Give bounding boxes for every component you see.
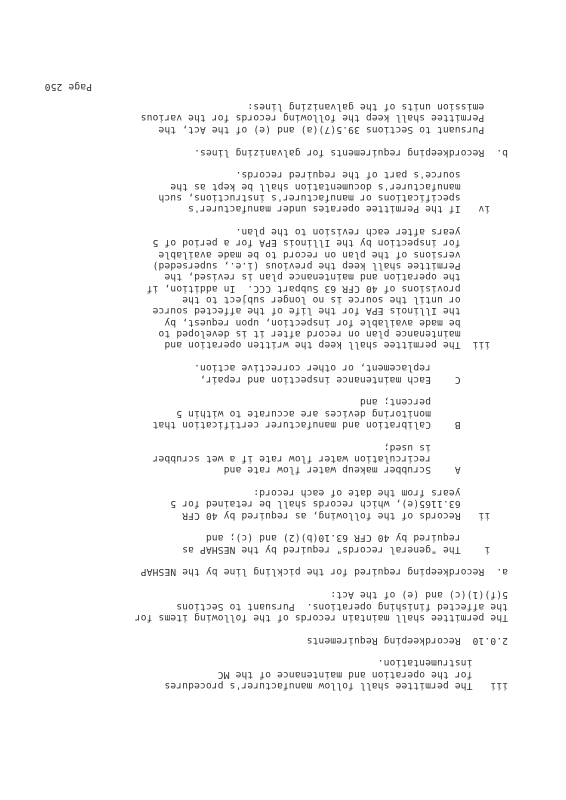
text-line: years from the date of each record: [253,487,508,499]
text-line: for the operation and maintenance of the MC [217,668,508,680]
text-line: versions of the plan on record to be made available [158,248,508,260]
text-line: 2.0.10 Recordkeeping Requirements [306,634,508,646]
text-line: or until the source is no longer subject to the [182,294,508,306]
text-line: for inspection by the Illinois EPA for a period of 5 [152,237,508,249]
text-line: iii The permittee shall keep the written operation and [164,339,508,351]
text-line: a. Recordkeeping required for the pickling line by the NESHAP [140,566,508,578]
text-line: required by 40 CFR 63.10(b)(2) and (c); and [205,532,508,544]
text-line: B Calibration and manufacturer certification that [152,418,508,430]
text-line: ii Records of the following, as required by 40 CFR [182,509,508,521]
text-line: Permittee shall keep the following records for the various [140,112,508,124]
text-line: percent; and [359,396,508,408]
text-line: Pursuant to Sections 39.5(7)(a) and (e) of the Act, the [158,123,508,135]
text-line: i The "general records" required by the NESHAP as [182,543,508,555]
text-line: C Each maintenance inspection and repair, [199,373,508,385]
text-line: specifications or manufacturer's instructions, such [158,191,508,203]
text-line: recirculation water flow rate if a wet scrubber [152,453,508,464]
text-line: maintenance plan on record after it is developed to [158,328,508,340]
text-line: is used; [383,441,508,453]
text-line: The permittee shall maintain records of the following items for [134,611,508,623]
text-line: emission units of the galvanizing lines: [247,101,508,113]
text-line: the affected finishing operations. Pursuant to Sections [176,600,508,612]
text-line: the Illinois EPA for the life of the affected source [152,305,508,317]
text-line: 63.1165(e), which records shall be retained for 5 [170,498,508,510]
text-line: instrumentation. [377,657,508,669]
text-line: A Scrubber makeup water flow rate and [223,464,508,476]
text-line: Permittee shall keep the previous (i.e., superseded) [152,260,508,272]
text-line: the operation and maintenance plan is revised, the [164,271,508,283]
text-line: b. Recordkeeping requirements for galvanizing lines. [193,146,508,158]
text-line: years after each revision to the plan. [235,226,508,237]
text-line: monitoring devices are accurate to within 5 [176,407,508,419]
text-line: iv If the Permittee operates under manufacturer's [188,203,508,215]
page-number: Page 250 [44,81,92,92]
text-line: source's part of the required records. [235,169,508,181]
text-line: 5(f)(1)(c) and (e) of the Act: [330,589,508,601]
text-line: iii The permittee shall follow manufacturer's procedures [164,680,508,691]
text-line: manufacturer's documentation shall be kept as the [170,180,508,192]
text-line: replacement, or other corrective action. [193,362,508,374]
text-line: be made available for inspection, upon request, by [164,316,508,328]
text-line: provisions of 40 CFR 63 Subpart CCC. In addition, if [146,282,508,294]
